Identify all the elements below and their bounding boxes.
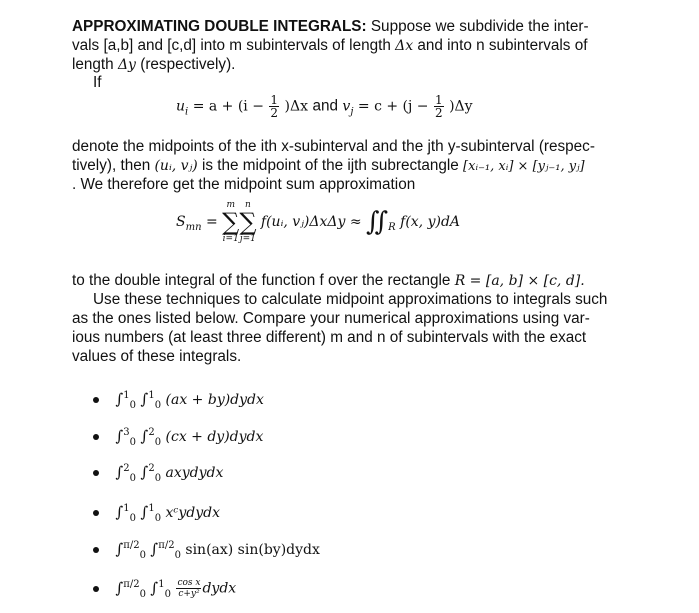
- delta-x: Δx: [395, 38, 414, 54]
- frac-num: 1: [435, 93, 443, 107]
- lower-limit: 0: [139, 550, 146, 561]
- if-text: If: [93, 74, 102, 91]
- s-subscript: mn: [185, 221, 202, 233]
- section-heading: APPROXIMATING DOUBLE INTEGRALS:: [72, 18, 367, 35]
- lower-limit: 0: [154, 473, 162, 484]
- v-subscript: j: [350, 106, 354, 118]
- u-symbol: u: [176, 98, 186, 115]
- sum-operator-j: [239, 200, 256, 244]
- para2-text: tively), then: [72, 157, 151, 174]
- outer-integral: ∫$^{\pi/2}_0$: [115, 578, 146, 600]
- integrand: f(x, y)dA: [400, 214, 461, 230]
- u-subscript: i: [185, 106, 189, 118]
- rectangle-def: R = [a, b] × [c, d].: [454, 273, 585, 289]
- sum-equation: [176, 200, 460, 244]
- list-item: [93, 503, 220, 524]
- list-item: [93, 540, 320, 561]
- delta-y: Δy: [117, 57, 136, 73]
- frac-num: 1: [270, 93, 279, 107]
- para2-text: denote the midpoints of the ith x-subinterval and the jth y-subinterval (respec-: [72, 138, 595, 155]
- sum-upper: m: [226, 200, 236, 210]
- inner-integral: ∫$^1_0$: [150, 578, 171, 600]
- lower-limit: 0: [129, 473, 137, 484]
- subrectangle: [xᵢ₋₁, xᵢ] × [yⱼ₋₁, yⱼ]: [463, 159, 585, 174]
- para3-text: values of these integrals.: [72, 348, 242, 365]
- upper-limit: 1: [148, 390, 155, 401]
- bullet-icon: [93, 397, 99, 403]
- intro-text: (respectively).: [140, 56, 236, 73]
- frac-den: 2: [435, 106, 443, 120]
- bullet-icon: [93, 510, 99, 516]
- integrand: dydx: [202, 580, 237, 597]
- v-rhs-end: )Δy: [449, 98, 473, 115]
- sum-body: f(uᵢ, vⱼ)ΔxΔy ≈: [260, 214, 362, 230]
- para3-text: ious numbers (at least three different) m and n of subintervals with the exact: [72, 329, 587, 346]
- inner-integral: ∫$^1_0$: [140, 503, 162, 524]
- para2-line-1: [72, 137, 632, 156]
- and-word: and: [312, 97, 338, 115]
- para3-line-5: [72, 347, 632, 366]
- para2-text: is the midpoint of the ijth subrectangle: [201, 157, 459, 174]
- midpoint-pair: (uᵢ, vⱼ): [154, 158, 198, 174]
- outer-integral: ∫$^1_0$: [115, 503, 137, 524]
- lower-limit: 0: [129, 437, 137, 448]
- para2-text: . We therefore get the midpoint sum approximation: [72, 176, 416, 193]
- upper-limit: 3: [123, 427, 130, 438]
- half-fraction: [269, 94, 279, 119]
- upper-limit: 1: [123, 390, 130, 401]
- intro-line-3: [72, 55, 632, 75]
- inner-integral: ∫$^2_0$: [140, 427, 162, 448]
- outer-integral: ∫$^1_0$: [115, 390, 137, 411]
- intro-text: vals [a,b] and [c,d] into m subintervals of length: [72, 37, 391, 54]
- outer-integral: ∫$^3_0$: [115, 427, 137, 448]
- intro-line-1: [72, 17, 632, 36]
- list-item: [93, 427, 263, 448]
- v-rhs: = c + (j −: [357, 98, 429, 115]
- region-label: R: [388, 221, 396, 233]
- integrand: (cx + dy)dydx: [165, 429, 264, 445]
- integrand: xᶜydydx: [165, 505, 220, 521]
- intro-text: and into n subintervals of: [417, 37, 588, 54]
- upper-limit: 1: [148, 503, 155, 514]
- upper-limit: π/2: [123, 540, 140, 551]
- upper-limit: 1: [123, 503, 130, 514]
- para2-line-3: [72, 175, 632, 194]
- sigma-icon: ∑: [222, 208, 240, 236]
- lower-limit: 0: [154, 513, 162, 524]
- para3-line-2: [93, 290, 653, 309]
- bullet-icon: [93, 470, 99, 476]
- upper-limit: 1: [158, 578, 165, 590]
- inner-integral: ∫$^{\pi/2}_0$: [150, 540, 181, 561]
- frac-den: c+y²: [178, 589, 200, 599]
- list-item: [93, 390, 264, 411]
- equals-sign: =: [205, 214, 218, 230]
- para3-text: to the double integral of the function f over the rectangle: [72, 272, 451, 289]
- s-symbol: S: [176, 214, 186, 230]
- para3-line-3: [72, 309, 632, 328]
- double-integral-icon: ∬: [366, 207, 389, 237]
- intro-text: Suppose we subdivide the inter-: [370, 18, 589, 35]
- bullet-icon: [93, 586, 99, 592]
- outer-integral: ∫$^{\pi/2}_0$: [115, 540, 146, 561]
- lower-limit: 0: [129, 400, 137, 411]
- u-rhs-end: )Δx: [284, 98, 308, 115]
- midpoint-equation: [176, 94, 473, 119]
- upper-limit: 2: [148, 427, 155, 438]
- half-fraction: [434, 94, 444, 119]
- frac-num: cos x: [177, 578, 201, 588]
- lower-limit: 0: [164, 588, 171, 600]
- integrand: sin(ax) sin(by)dydx: [185, 542, 320, 558]
- lower-limit: 0: [174, 550, 181, 561]
- list-item: [93, 463, 223, 484]
- integrand: axydydx: [165, 465, 224, 481]
- outer-integral: ∫$^2_0$: [115, 463, 137, 484]
- intro-line-2: [72, 36, 632, 56]
- integrand: (ax + by)dydx: [165, 392, 264, 408]
- upper-limit: 2: [123, 463, 130, 474]
- intro-text: length: [72, 56, 114, 73]
- bullet-icon: [93, 434, 99, 440]
- sum-lower: j=1: [239, 234, 256, 244]
- list-item: [93, 578, 236, 600]
- upper-limit: 2: [148, 463, 155, 474]
- sum-lower: i=1: [222, 234, 239, 244]
- upper-limit: π/2: [123, 578, 140, 590]
- sum-upper: n: [244, 200, 251, 210]
- u-rhs: = a + (i −: [192, 98, 264, 115]
- sigma-icon: ∑: [239, 208, 257, 236]
- para3-line-4: [72, 328, 632, 347]
- integrand-fraction: [176, 578, 201, 599]
- inner-integral: ∫$^1_0$: [140, 390, 162, 411]
- lower-limit: 0: [129, 513, 137, 524]
- v-symbol: v: [342, 98, 351, 115]
- bullet-icon: [93, 547, 99, 553]
- sum-operator-i: [222, 200, 239, 244]
- para3-text: as the ones listed below. Compare your numerical approximations using var-: [72, 310, 590, 327]
- para3-line-1: [72, 271, 632, 291]
- frac-den: 2: [270, 106, 279, 120]
- inner-integral: ∫$^2_0$: [140, 463, 162, 484]
- if-line: [93, 73, 653, 92]
- para3-text: Use these techniques to calculate midpoint approximations to integrals such: [93, 291, 608, 308]
- lower-limit: 0: [154, 400, 162, 411]
- lower-limit: 0: [139, 588, 146, 600]
- lower-limit: 0: [154, 437, 162, 448]
- upper-limit: π/2: [158, 540, 175, 551]
- para2-line-2: [72, 156, 632, 176]
